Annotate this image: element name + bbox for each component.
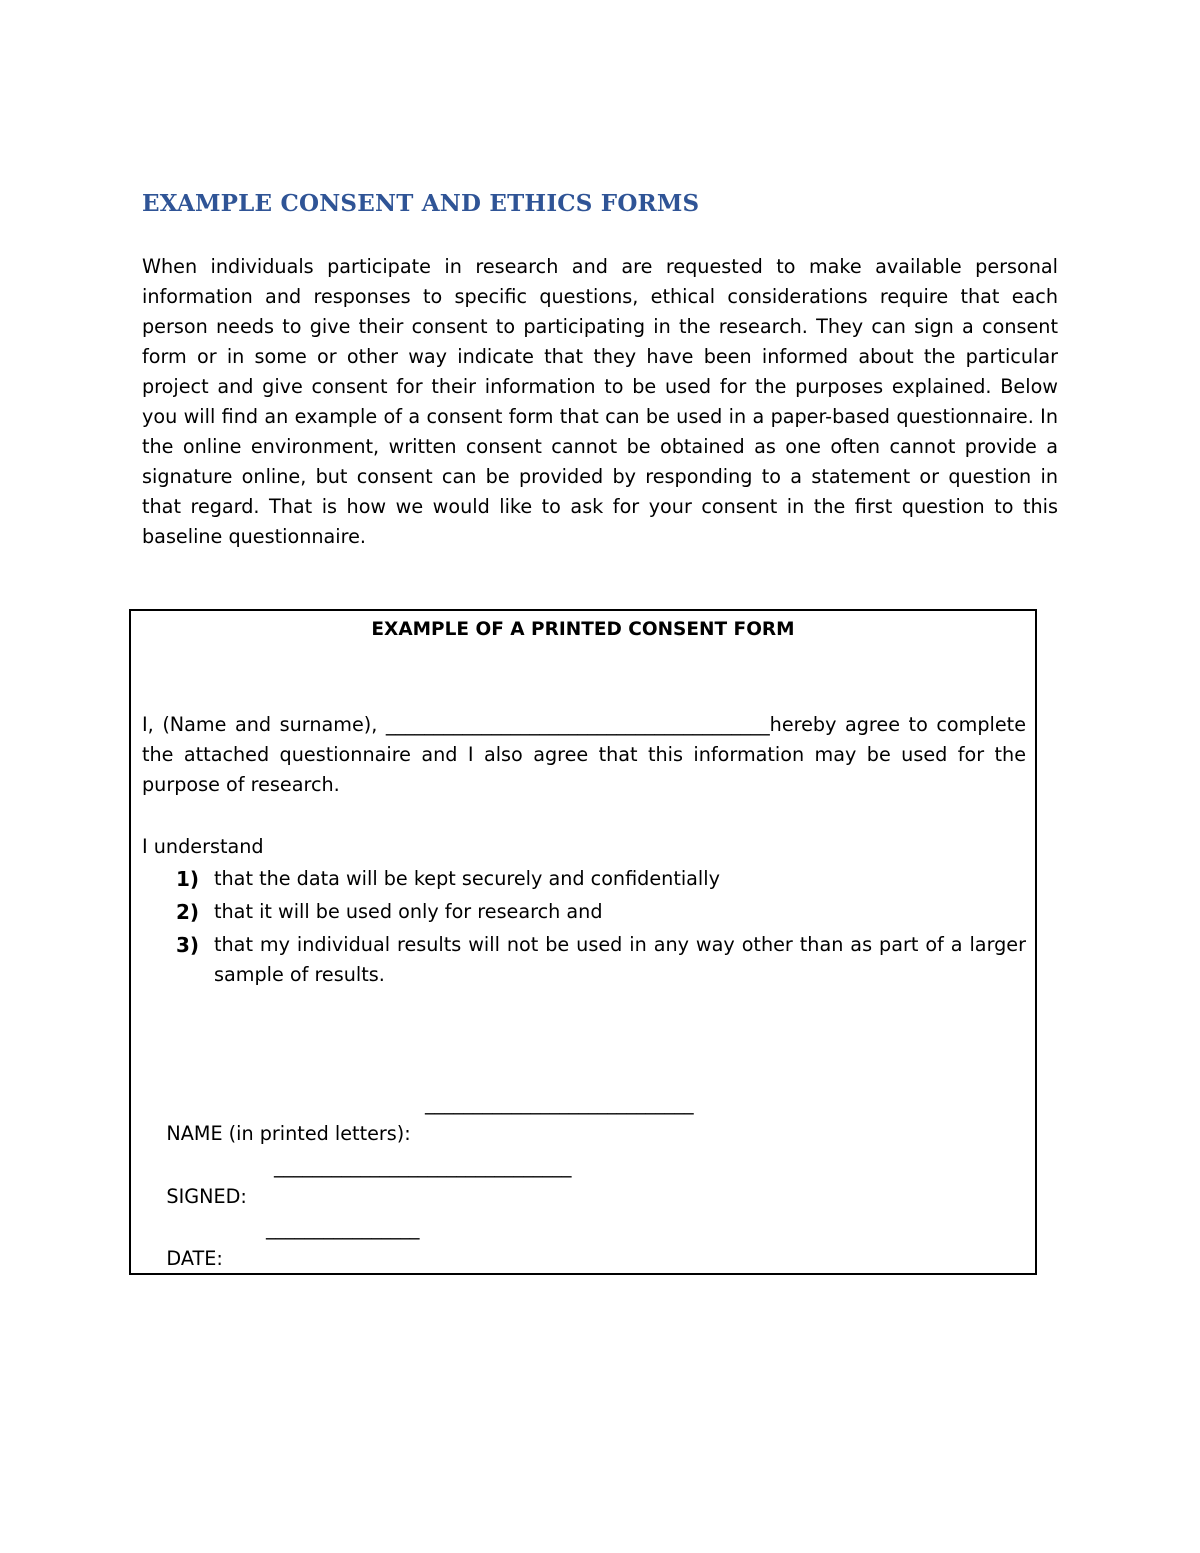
intro-paragraph: When individuals participate in research and are requested to make available personal information and responses to specific questions, ethical considerations require that each person needs to give their consent to participating in the research. They can sign a consent form or in some or other way indicate that they have been informed about the particular project and give consent for their information to be used for the purposes explained. Below you will find an example of a consent form that can be used in a paper-based questionnaire. In the online environment, written consent cannot be obtained as one often cannot provide a signature online, but consent can be provided by responding to a statement or question in that regard. That is how we would like to ask for your consent in the first question to this baseline questionnaire. <box>142 255 1058 548</box>
list-item-text: that it will be used only for research and <box>214 900 603 923</box>
list-item-text: that my individual results will not be used in any way other than as part of a larger sample of results. <box>214 933 1026 986</box>
understand-list <box>142 864 1026 993</box>
date-field-blank: ________________ <box>266 1217 420 1240</box>
list-item <box>142 864 1026 894</box>
date-field-label: DATE: <box>166 1247 223 1270</box>
list-item-text: that the data will be kept securely and confidentially <box>214 867 720 890</box>
list-item-number: 2) <box>176 900 200 924</box>
agreement-statement <box>142 710 1026 800</box>
name-field-label: NAME (in printed letters): <box>166 1122 411 1145</box>
name-field-blank: ____________________________ <box>425 1092 694 1115</box>
list-item <box>142 930 1026 990</box>
agreement-prefix: I, (Name and surname), <box>142 713 386 736</box>
list-item-number: 3) <box>176 933 200 957</box>
consent-form-box <box>129 609 1037 1275</box>
agreement-suffix: hereby agree to complete the attached questionnaire and I also agree that this information may be used for the purpose of research. <box>142 713 1027 796</box>
consent-form-title: EXAMPLE OF A PRINTED CONSENT FORM <box>371 619 795 640</box>
list-item <box>142 897 1026 927</box>
signed-field-label: SIGNED: <box>166 1185 247 1208</box>
date-field-row <box>142 1214 420 1334</box>
signed-field-blank: _______________________________ <box>274 1155 572 1178</box>
page-heading: EXAMPLE CONSENT AND ETHICS FORMS <box>142 190 700 217</box>
understand-label: I understand <box>142 835 264 858</box>
list-item-number: 1) <box>176 867 200 891</box>
name-surname-blank: ________________________________________ <box>385 713 770 736</box>
